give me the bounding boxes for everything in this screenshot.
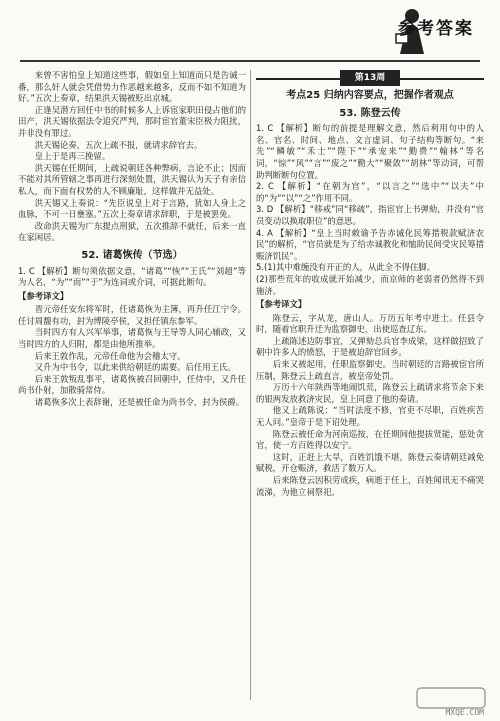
- section-52-title: 52. 诸葛恢传（节选）: [81, 249, 183, 261]
- column-divider: [250, 70, 251, 700]
- right-column: [256, 70, 484, 498]
- left-paragraph: 洪天锡在任期间，上疏说朝廷各种弊病，言论不止；因而不能对其所管辖之事再进行深刻处置，洪天锡认为天子有亲信私人，而下面有权势的人不顾廉耻，这样做并无益处。: [18, 162, 246, 196]
- translation-paragraph: 陈登云被任命为河南巡按，在任期间他提拔贤能，惩处贪官，使一方百姓得以安宁。: [256, 428, 484, 451]
- section-52-paragraph: 后来王敦叛乱事平，诸葛恢被召回朝中，任侍中，又升任尚书仆射，加散骑常侍。: [18, 373, 246, 396]
- left-paragraph: 来曾不害怕皇上知道这些事，假如皇上知道而只是告诫一番，那么奸人就会凭借势力作恶越来越多，反而不如不知道为好。”五次上奏章，结果洪天锡被贬出京城。: [18, 70, 246, 104]
- translation-paragraph: 后来陈登云因积劳成疾，病逝于任上，百姓闻讯无不痛哭流涕，为他立祠祭祀。: [256, 475, 484, 497]
- section-52-paragraph: 当时四方有人兴军举事，诸葛恢与王导等人同心辅政，又当时四方的人归附，都是由他所推举。: [18, 327, 246, 350]
- section-53-ref-label: 【参考译文】: [256, 299, 307, 310]
- section-52-answer: 1. C 【解析】断句须依据文意，“诸葛”“恢”“王氏”“刘超”等为人名，“为”“而”“于”为连词或介词，可据此断句。: [18, 265, 246, 288]
- page-header: [0, 0, 500, 62]
- section-53-title: 53. 陈登云传: [339, 107, 401, 119]
- section-52-paragraph: 晋元帝任安东将军时，任诸葛恢为主簿，再升任江宁令。任讨周馥有功，封为博陵亭侯，又担任镇东参军。: [18, 304, 246, 326]
- translation-paragraph: 万历十六年陕西等地闹饥荒，陈登云上疏请求将节余下来的银两发放救济灾民，皇上同意了他的奏请。: [256, 382, 484, 404]
- left-column: [18, 70, 246, 409]
- left-paragraph: 皇上于是再三挽留。: [34, 151, 111, 162]
- answer-item: (2)那些荒年的收成就开始减少，而京师的老弱者仍然得不到施济。: [256, 273, 484, 296]
- translation-paragraph: 陈登云，字从龙，唐山人。万历五年考中进士。任县令时，随着官职升迁为监察御史，出使巡查辽东。: [256, 312, 484, 335]
- header-rule: [20, 60, 480, 62]
- watermark-text: MXQE.COM: [445, 708, 484, 717]
- left-paragraph: 改命洪天锡为广东提点刑狱，五次推辞不就任，后来一直在家闲居。: [18, 220, 246, 243]
- answer-item: 5.(1)其中难缠没有开正的人，从此全不得住脚。: [256, 262, 435, 273]
- left-paragraph: 洪天锡又上奏说：“先臣说皇上对于言路，犹如人身上之血脉，不可一日壅塞。”五次上奏章请求辞职，于是被罢免。: [18, 197, 246, 220]
- section-52-paragraph: 后来王敦作乱，元帝任命他为会稽太守。: [34, 350, 186, 361]
- translation-paragraph: 这时，正赶上大旱，百姓饥饿不堪，陈登云奏请朝廷减免赋税，开仓赈济，救活了数万人。: [256, 451, 484, 474]
- week-banner: [256, 70, 484, 86]
- answer-item: 4. A 【解析】“皇上当时敕谕予告赤诫化民筹措税款赋济农民”的解析，“官员就是为了给赤诚教化和恤助民间受灾民筹措赈济饥民”。: [256, 227, 484, 261]
- section-52-paragraph: 诸葛恢多次上表辞谢，还是被任命为尚书令，封为侯爵。: [34, 397, 245, 408]
- translation-paragraph: 他又上疏陈说：“当时法度不修，官吏不尽职，百姓疾苦无人问。”皇帝于是下诏处理。: [256, 405, 484, 428]
- section-52-ref-label: 【参考译文】: [18, 290, 69, 301]
- left-paragraph: 洪天锡论奏，五次上疏不报，就请求辞官去。: [34, 139, 203, 150]
- kaodian-heading: 考点25 归纳内容要点，把握作者观点: [286, 90, 454, 101]
- answer-item: 2. C 【解析】“在朝为官”，“以言之”“选中”“以夫”中的“为”“以”“之”作用不同。: [256, 181, 484, 203]
- section-52-paragraph: 又升为中书令，以此来供给朝廷的需要。后任用王氏。: [34, 362, 236, 373]
- translation-paragraph: 后来又被起用，任职监察御史。当时朝廷的言路被宦官所压制，陈登云上疏直言，被皇帝处罚。: [256, 359, 484, 381]
- answer-item: 1. C 【解析】断句的前提是理解文意，然后利用句中的人名、官名、时间、地点、文言虚词、句子结构等断句。“来先”“鳞敏”“禾士”“陛下”“承宠来”“勤费”“翰林”等名词，“惊”“风”“言”“废之”“勤大”“聚敛”“胡林”等动词，可帮助判断断句位置。: [256, 123, 484, 180]
- answer-item: 3. D 【解析】“移戒”同“移疏”，指宦官上书弹劾，并没有“官员变动以换取职位”的意思。: [256, 204, 484, 226]
- translation-paragraph: 上疏陈述边防事宜，又弹劾总兵官李成梁，这样做招致了朝中许多人的愤怒，于是被迫辞官回乡。: [256, 335, 484, 358]
- header-title: 参考答案: [398, 19, 474, 39]
- week-banner-label: 第13周: [340, 70, 400, 86]
- left-paragraph: 正逢吴潜方回任中书的时候多人上诉宦家职田侵占他们的田产，洪天锡依据法令追究严判，那时宦官董宋臣极力阻扰，并非没有罪过。: [18, 104, 246, 138]
